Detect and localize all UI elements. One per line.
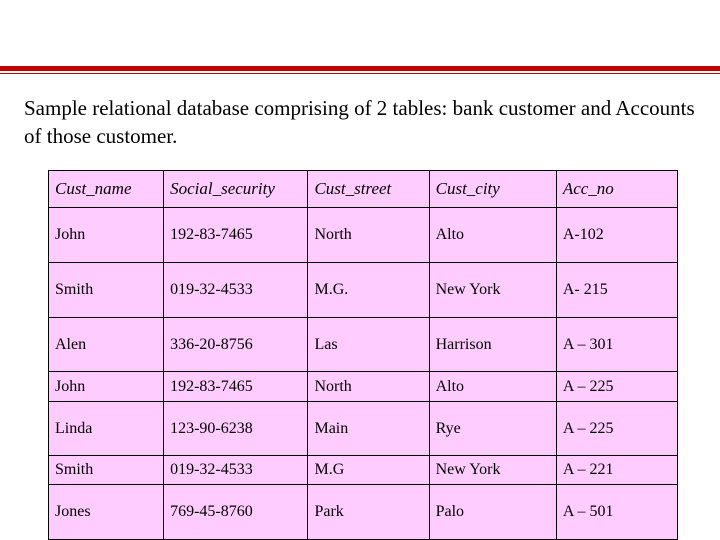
table-row — [49, 456, 678, 485]
cell-cust-city: Alto — [429, 208, 556, 263]
table-row — [49, 402, 678, 456]
cell-acc-no: A-102 — [556, 208, 677, 263]
cell-cust-city: Alto — [429, 372, 556, 402]
cell-cust-street: M.G. — [308, 263, 429, 318]
cell-acc-no: A- 215 — [556, 263, 677, 318]
cell-social-security: 019-32-4533 — [164, 263, 308, 318]
column-header-cust-street: Cust_street — [308, 171, 429, 208]
cell-cust-name: Smith — [49, 456, 164, 485]
cell-acc-no: A – 501 — [556, 485, 677, 540]
table-header-row — [49, 171, 678, 208]
cell-social-security: 336-20-8756 — [164, 318, 308, 372]
cell-cust-city: New York — [429, 456, 556, 485]
cell-cust-street: M.G — [308, 456, 429, 485]
table-row — [49, 485, 678, 540]
cell-cust-name: Smith — [49, 263, 164, 318]
column-header-social-security: Social_security — [164, 171, 308, 208]
cell-cust-street: Las — [308, 318, 429, 372]
cell-cust-city: Palo — [429, 485, 556, 540]
cell-cust-name: Alen — [49, 318, 164, 372]
cell-cust-street: Park — [308, 485, 429, 540]
header-divider-thin — [0, 73, 720, 74]
cell-cust-name: Jones — [49, 485, 164, 540]
cell-cust-city: New York — [429, 263, 556, 318]
slide-caption: Sample relational database comprising of 2 tables: bank customer and Accounts of those customer. — [24, 96, 695, 148]
cell-cust-street: North — [308, 372, 429, 402]
cell-cust-street: North — [308, 208, 429, 263]
cell-cust-name: John — [49, 208, 164, 263]
column-header-cust-city: Cust_city — [429, 171, 556, 208]
customer-table — [48, 170, 678, 540]
cell-acc-no: A – 301 — [556, 318, 677, 372]
cell-acc-no: A – 225 — [556, 402, 677, 456]
cell-social-security: 192-83-7465 — [164, 208, 308, 263]
column-header-cust-name: Cust_name — [49, 171, 164, 208]
cell-acc-no: A – 225 — [556, 372, 677, 402]
cell-social-security: 769-45-8760 — [164, 485, 308, 540]
cell-social-security: 192-83-7465 — [164, 372, 308, 402]
column-header-acc-no: Acc_no — [556, 171, 677, 208]
cell-social-security: 019-32-4533 — [164, 456, 308, 485]
table-row — [49, 208, 678, 263]
cell-social-security: 123-90-6238 — [164, 402, 308, 456]
cell-cust-street: Main — [308, 402, 429, 456]
table-row — [49, 372, 678, 402]
table-row — [49, 318, 678, 372]
cell-cust-city: Rye — [429, 402, 556, 456]
cell-cust-name: Linda — [49, 402, 164, 456]
cell-cust-city: Harrison — [429, 318, 556, 372]
header-divider — [0, 66, 720, 71]
cell-cust-name: John — [49, 372, 164, 402]
table-row — [49, 263, 678, 318]
cell-acc-no: A – 221 — [556, 456, 677, 485]
